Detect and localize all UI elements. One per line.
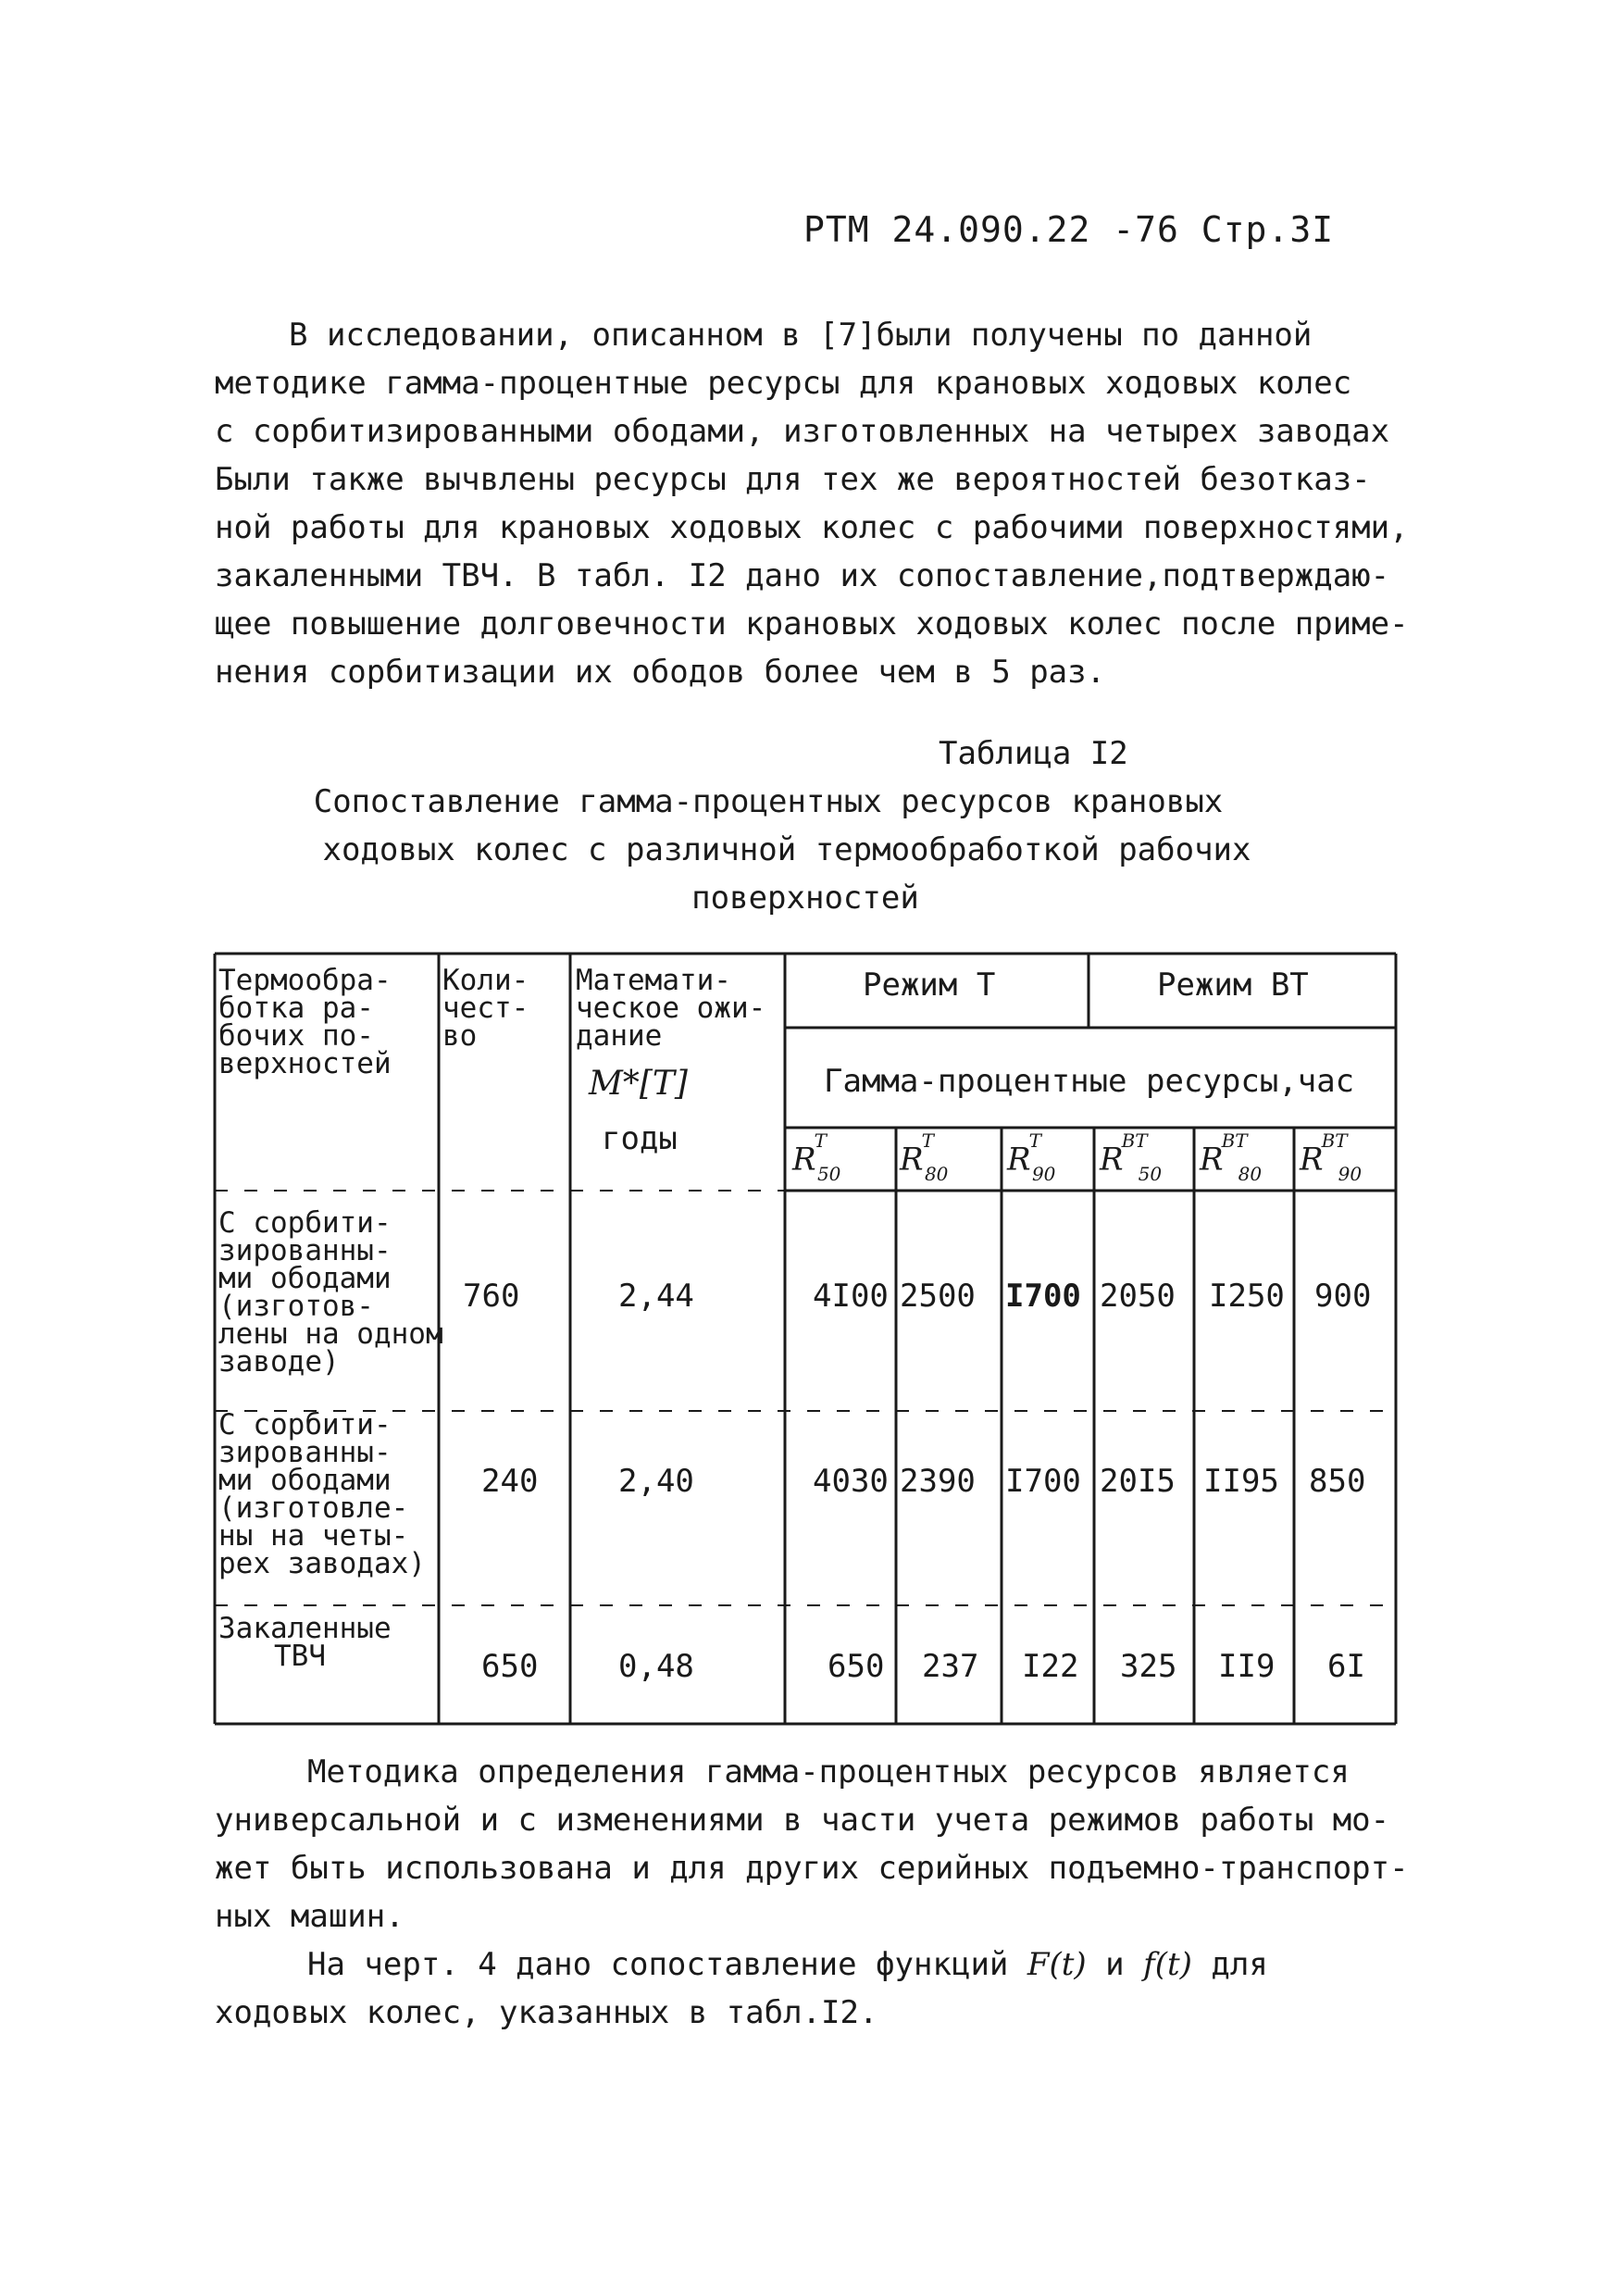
header-mode-t: Режим Т	[863, 967, 996, 1004]
r-sup: T	[814, 1129, 827, 1152]
header-line: ботка ра-	[218, 992, 374, 1025]
row-label-line: ны на четы-	[218, 1519, 409, 1553]
row-3-val: II9	[1218, 1648, 1276, 1685]
row-2-val: 4030	[813, 1463, 889, 1500]
header-r-t50	[792, 1129, 852, 1186]
row-1-val: 900	[1314, 1278, 1372, 1315]
intro-line: В исследовании, описанном в [7]были получены по данной	[289, 317, 1313, 354]
header-line: Коли-	[442, 964, 529, 997]
r-sup: ВТ	[1221, 1129, 1248, 1152]
header-unit: годы	[602, 1120, 678, 1157]
header-r-vt80	[1200, 1129, 1273, 1186]
row-2-val: 2390	[900, 1463, 976, 1500]
r-sub: 80	[924, 1163, 949, 1186]
row-1-val: 2050	[1100, 1278, 1176, 1315]
table-caption	[305, 778, 1268, 922]
row-label-line: (изготов-	[218, 1290, 374, 1323]
final-text: и	[1105, 1946, 1125, 1983]
header-r-vt90	[1300, 1129, 1373, 1186]
row-1-val: 4I00	[813, 1278, 889, 1315]
outro-line: Методика определения гамма-процентных ресурсов является	[307, 1753, 1350, 1791]
table-number: Таблица I2	[939, 735, 1128, 772]
caption-line: поверхностей	[691, 880, 919, 917]
row-label-line: заводе)	[218, 1345, 340, 1379]
table-row-3-label	[218, 1612, 392, 1673]
header-r-t80	[900, 1129, 959, 1186]
header-expectation	[576, 964, 766, 1053]
header-count	[442, 964, 529, 1053]
row-label-line: ми ободами	[218, 1262, 392, 1295]
intro-line: Были также вычвлены ресурсы для тех же вероятностей безотказ-	[215, 461, 1371, 498]
row-1-count: 760	[463, 1278, 520, 1315]
row-3-val: 6I	[1327, 1648, 1365, 1685]
r-sup: T	[1028, 1129, 1041, 1152]
r-base: R	[1100, 1141, 1124, 1179]
header-line: во	[442, 1019, 478, 1053]
row-label-line: лены на одном	[218, 1317, 443, 1351]
row-label-line: зированны-	[218, 1234, 392, 1267]
header-line: бочих по-	[218, 1019, 374, 1053]
row-2-val: 850	[1309, 1463, 1366, 1500]
r-base: R	[1300, 1141, 1324, 1179]
final-line-1	[307, 1940, 1268, 1989]
row-label-line: ТВЧ	[274, 1640, 326, 1673]
row-3-val: I22	[1022, 1648, 1079, 1685]
header-line: Математи-	[576, 964, 731, 997]
row-3-expectation: 0,48	[618, 1648, 694, 1685]
row-3-val: 325	[1120, 1648, 1177, 1685]
header-resources: Гамма-процентные ресурсы,час	[824, 1063, 1355, 1100]
header-line: дание	[576, 1019, 663, 1053]
header-line: чест-	[442, 992, 529, 1025]
intro-line: методике гамма-процентные ресурсы для крановых ходовых колес	[215, 365, 1352, 402]
r-base: R	[900, 1141, 924, 1179]
function-f: f(t)	[1143, 1946, 1192, 1983]
row-1-val: I250	[1209, 1278, 1285, 1315]
outro-line: жет быть использована и для других серийных подъемно-транспорт-	[215, 1850, 1409, 1887]
page-header: РТМ 24.090.22 -76 Стр.3I	[803, 209, 1335, 250]
row-label-line: С сорбити-	[218, 1408, 392, 1441]
row-3-count: 650	[481, 1648, 539, 1685]
r-sup: T	[921, 1129, 934, 1152]
header-line: верхностей	[218, 1047, 392, 1080]
row-1-val: I700	[1005, 1278, 1081, 1315]
row-label-line: Закаленные	[218, 1612, 392, 1645]
r-sub: 90	[1338, 1163, 1363, 1186]
final-text: для	[1211, 1946, 1268, 1983]
header-line: ческое ожи-	[576, 992, 766, 1025]
intro-line: щее повышение долговечности крановых ходовых колес после приме-	[215, 605, 1409, 643]
function-F: F(t)	[1027, 1946, 1087, 1983]
row-2-count: 240	[481, 1463, 539, 1500]
row-label-line: (изготовле-	[218, 1491, 409, 1525]
r-base: R	[1200, 1141, 1224, 1179]
intro-line: ной работы для крановых ходовых колес с рабочими поверхностями,	[215, 509, 1409, 546]
final-text: На черт. 4 дано сопоставление функций	[307, 1946, 1009, 1983]
intro-line: нения сорбитизации их ободов более чем в 5 раз.	[215, 654, 1106, 691]
table-row-2-label	[218, 1408, 426, 1580]
row-label-line: ми ободами	[218, 1464, 392, 1497]
final-line-2: ходовых колес, указанных в табл.I2.	[215, 1994, 878, 2031]
header-r-t90	[1007, 1129, 1066, 1186]
row-2-val: II95	[1203, 1463, 1279, 1500]
r-sub: 50	[1138, 1163, 1163, 1186]
intro-line: закаленными ТВЧ. В табл. I2 дано их сопоставление,подтверждаю-	[215, 557, 1390, 594]
caption-line: Сопоставление гамма-процентных ресурсов крановых	[313, 783, 1224, 820]
intro-line: с сорбитизированными ободами, изготовленных на четырех заводах	[215, 413, 1390, 450]
r-base: R	[1007, 1141, 1031, 1179]
header-treatment	[218, 964, 392, 1080]
r-sub: 90	[1031, 1163, 1056, 1186]
r-sup: ВТ	[1121, 1129, 1148, 1152]
r-base: R	[792, 1141, 816, 1179]
outro-paragraph	[215, 1748, 1409, 1940]
row-3-val: 650	[828, 1648, 885, 1685]
header-line: Термообра-	[218, 964, 392, 997]
row-label-line: зированны-	[218, 1436, 392, 1469]
header-r-vt50	[1100, 1129, 1173, 1186]
r-sub: 50	[816, 1163, 841, 1186]
caption-line: ходовых колес с различной термообработкой рабочих	[322, 831, 1251, 868]
header-mode-vt: Режим ВТ	[1157, 967, 1309, 1004]
header-formula: M*[T]	[589, 1065, 688, 1103]
outro-line: ных машин.	[215, 1898, 404, 1935]
r-sub: 80	[1238, 1163, 1263, 1186]
r-sup: ВТ	[1321, 1129, 1348, 1152]
row-2-expectation: 2,40	[618, 1463, 694, 1500]
intro-paragraph	[215, 311, 1409, 696]
row-2-val: 20I5	[1100, 1463, 1176, 1500]
row-label-line: С сорбити-	[218, 1206, 392, 1240]
row-3-val: 237	[922, 1648, 979, 1685]
row-1-expectation: 2,44	[618, 1278, 694, 1315]
row-1-val: 2500	[900, 1278, 976, 1315]
row-label-line: рех заводах)	[218, 1547, 426, 1580]
table-row-1-label	[218, 1206, 443, 1379]
outro-line: универсальной и с изменениями в части учета режимов работы мо-	[215, 1802, 1390, 1839]
row-2-val: I700	[1005, 1463, 1081, 1500]
